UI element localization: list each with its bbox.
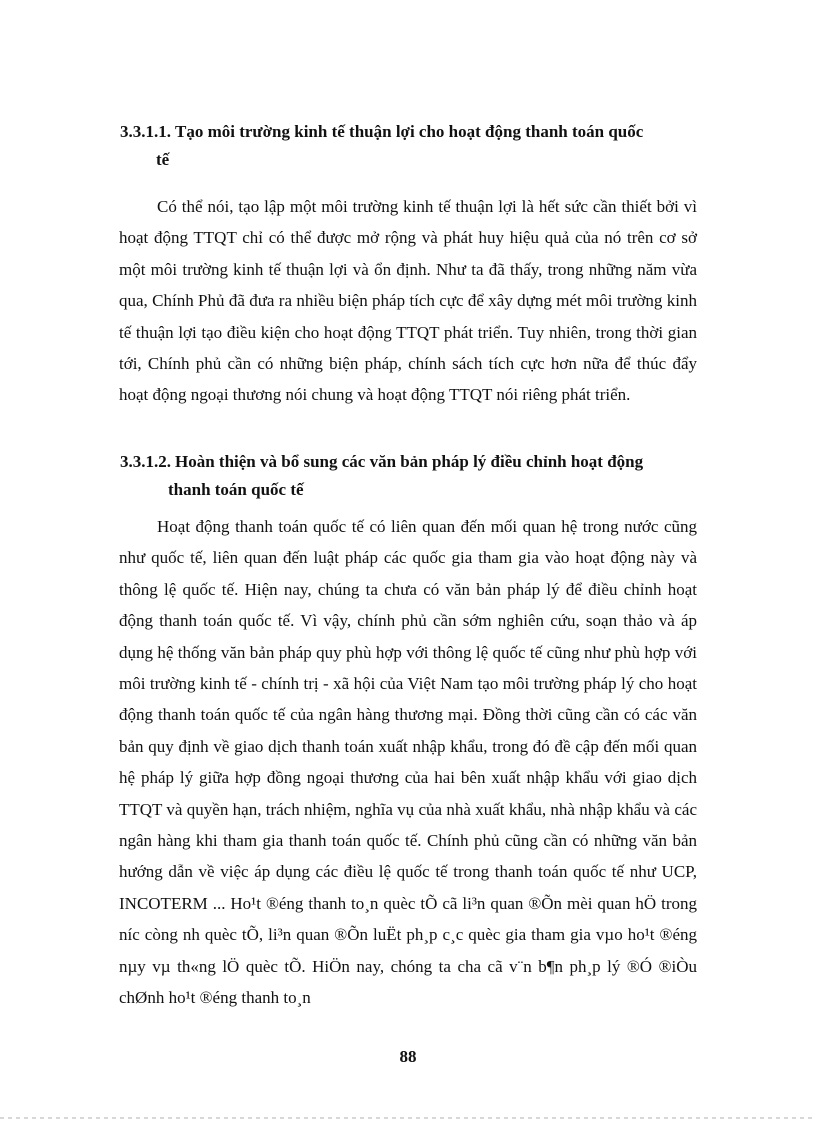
section-number: 3.3.1.2. bbox=[120, 452, 171, 471]
page-edge-divider bbox=[0, 1117, 816, 1119]
section-heading-3-3-1-1 bbox=[120, 118, 700, 174]
page-number: 88 bbox=[399, 1047, 417, 1066]
section-title-continued: tế bbox=[156, 150, 170, 169]
section-heading-3-3-1-2 bbox=[120, 448, 700, 504]
section-title: Hoàn thiện và bổ sung các văn bản pháp lý điều chỉnh hoạt động bbox=[175, 452, 644, 471]
section-title-continued: thanh toán quốc tế bbox=[168, 480, 304, 499]
section-number: 3.3.1.1. bbox=[120, 122, 171, 141]
body-paragraph: Có thể nói, tạo lập một môi trường kinh tế thuận lợi là hết sức cần thiết bởi vì hoạt động TTQT chỉ có thể được mở rộng và phát huy hiệu quả của nó trên cơ sở một môi trường kinh tế thuận lợi và ổn định. Như ta đã thấy, trong những năm vừa qua, Chính Phủ đã đưa ra nhiều biện pháp tích cực để xây dựng mét môi trường kinh tế thuận lợi tạo điều kiện cho hoạt động TTQT phát triển. Tuy nhiên, trong thời gian tới, Chính phủ cần có những biện pháp, chính sách tích cực hơn nữa để thúc đẩy hoạt động ngoại thương nói chung và hoạt động TTQT nói riêng phát triển. bbox=[119, 197, 697, 405]
section-title: Tạo môi trường kinh tế thuận lợi cho hoạt động thanh toán quốc bbox=[175, 122, 644, 141]
body-paragraph: Hoạt động thanh toán quốc tế có liên quan đến mối quan hệ trong nước cũng như quốc tế, liên quan đến luật pháp các quốc gia tham gia vào hoạt động này và thông lệ quốc tế. Hiện nay, chúng ta chưa có văn bản pháp lý để điều chỉnh hoạt động thanh toán quốc tế. Vì vậy, chính phủ cần sớm nghiên cứu, soạn thảo và áp dụng hệ thống văn bản pháp quy phù hợp với thông lệ quốc tế cũng như phù hợp với môi trường kinh tế - chính trị - xã hội của Việt Nam tạo môi trường pháp lý cho hoạt động thanh toán quốc tế của ngân hàng thương mại. Đồng thời cũng cần có các văn bản quy định về giao dịch thanh toán xuất nhập khẩu, trong đó đề cập đến mối quan hệ pháp lý giữa hợp đồng ngoại thương của hai bên xuất nhập khẩu với giao dịch TTQT và quyền hạn, trách nhiệm, nghĩa vụ của nhà xuất khẩu, nhà nhập khẩu và các ngân hàng khi tham gia thanh toán quốc tế. Chính phủ cũng cần có những văn bản hướng dẫn về việc áp dụng các điều lệ quốc tế trong thanh toán quốc tế như UCP, INCOTERM ... Ho¹t ®éng thanh to¸n quèc tÕ cã li³n quan ®Õn mèi quan hÖ trong níc còng nh quèc tÕ, li³n quan ®Õn luËt ph¸p c¸c quèc gia tham gia vµo ho¹t ®éng nµy vµ th«ng lÖ quèc tÕ. HiÖn nay, chóng ta cha cã v¨n b¶n ph¸p lý ®Ó ®iÒu chØnh ho¹t ®éng thanh to¸n bbox=[119, 517, 697, 1008]
